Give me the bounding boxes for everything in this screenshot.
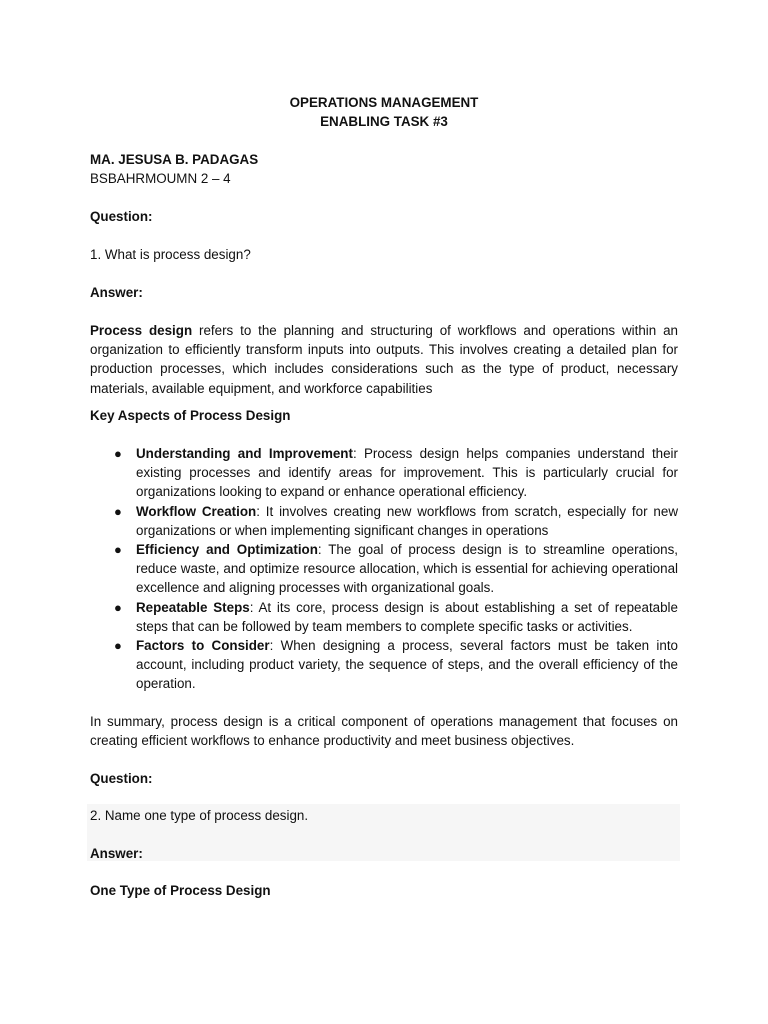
student-section: BSBAHRMOUMN 2 – 4: [90, 171, 231, 186]
bullet-icon: ●: [114, 446, 122, 461]
bullet-term: Efficiency and Optimization: [136, 542, 318, 558]
list-item: [90, 636, 678, 694]
bullet-term: Understanding and Improvement: [136, 446, 353, 461]
bullet-term: Factors to Consider: [136, 638, 270, 654]
bullet-icon: ●: [114, 599, 122, 615]
bullet-text: : At its core, process design is about establishing a set of repeatable steps that can be followed by team members to complete specific tasks or activities.: [136, 599, 678, 634]
key-aspects-heading: Key Aspects of Process Design: [90, 408, 291, 423]
bullet-term: Workflow Creation: [136, 503, 257, 519]
answer-2-heading: One Type of Process Design: [90, 883, 271, 898]
bullet-text: : The goal of process design is to streamline operations, reduce waste, and optimize resource allocation, which is essential for achieving operational excellence and aligning processes with organizational goals.: [136, 542, 678, 596]
process-design-definition: refers to the planning and structuring of workflows and operations within an organization to efficiently transform inputs into outputs. This involves creating a detailed plan for production processes, which includes considerations such as the type of product, necessary materials, available equipment, and workforce capabilities: [90, 323, 678, 396]
answer-1-label: Answer:: [90, 285, 143, 300]
question-2-label: Question:: [90, 771, 153, 786]
process-design-term: Process design: [90, 323, 193, 338]
student-name: MA. JESUSA B. PADAGAS: [90, 152, 259, 167]
list-item: [90, 444, 678, 502]
bullet-icon: ●: [114, 503, 122, 519]
list-item: [90, 598, 678, 636]
document-subtitle: ENABLING TASK #3: [320, 114, 448, 129]
bullet-text: : When designing a process, several factors must be taken into account, including product variety, the sequence of steps, and the overall efficiency of the operation.: [136, 638, 678, 692]
bullet-term: Repeatable Steps: [136, 599, 250, 615]
summary-paragraph: In summary, process design is a critical component of operations management that focuses on creating efficient workflows to enhance productivity and meet business objectives.: [90, 714, 678, 749]
key-aspects-list: [90, 444, 678, 694]
bullet-icon: ●: [114, 542, 122, 558]
question-1-label: Question:: [90, 209, 153, 224]
bullet-text: : It involves creating new workflows from scratch, especially for new organizations or when implementing significant changes in operations: [136, 503, 678, 538]
question-2-text: 2. Name one type of process design.: [90, 808, 309, 823]
answer-2-label: Answer:: [90, 846, 143, 861]
bullet-icon: ●: [114, 638, 122, 654]
question-1-text: 1. What is process design?: [90, 247, 251, 262]
bullet-text: : Process design helps companies understand their existing processes and identify areas for improvement. This is particularly crucial for organizations looking to expand or enhance operational efficiency.: [136, 446, 678, 500]
list-item: [90, 502, 678, 540]
answer-1-paragraph: [90, 321, 678, 398]
list-item: [90, 540, 678, 598]
document-title: OPERATIONS MANAGEMENT: [289, 95, 479, 110]
